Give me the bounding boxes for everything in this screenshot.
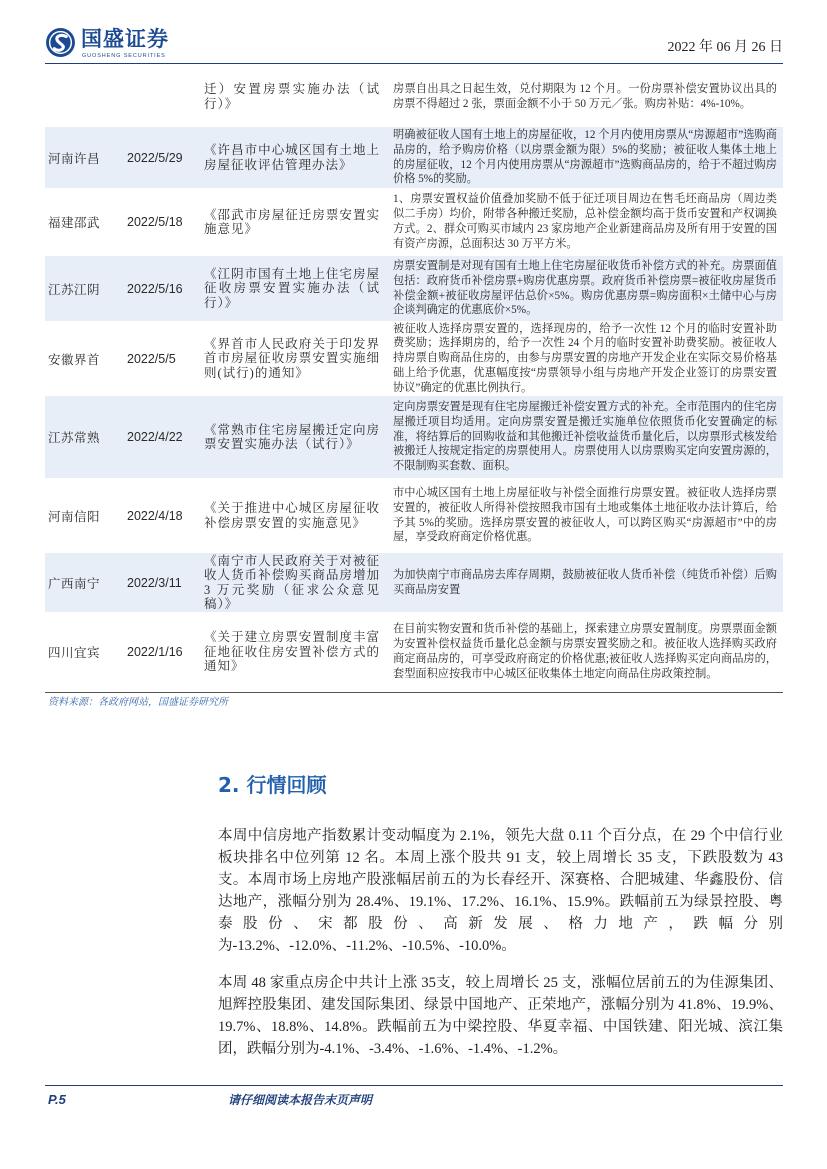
row-content: 市中心城区国有土地上房屋征收与补偿全面推行房票安置。被征收人选择房票安置的，被征收人所得补偿按照我市国有土地或集体土地征收办法计算后，给予其 5%的奖励。选择房票安置的被征收人，可以跨区购买“房源超市”中的房屋，享受政府商定价格优惠。 xyxy=(393,486,777,544)
row-policy: 《许昌市中心城区国有土地上房屋征收评估管理办法》 xyxy=(190,127,390,188)
row-content: 1、房票安置权益价值叠加奖励不低于征迁项目周边在售毛坯商品房（周边类似二手房）均价，附带各种搬迁奖励，总补偿金额均高于货币安置和产权调换方式。2、群众可购买市域内 23 家房地产企业新建商品房及所有用于安置的国有资产房源，总面积达 30 万平方米。 xyxy=(393,193,777,250)
source-note: 资料来源：各政府网站，国盛证券研究所 xyxy=(48,696,228,708)
row-policy: 《江阴市国有土地上住宅房屋征收房票安置实施办法（试行）》 xyxy=(190,256,390,321)
row-date: 2022/4/18 xyxy=(127,508,183,523)
table-row xyxy=(45,321,783,396)
row-content: 明确被征收人国有土地上的房屋征收，12 个月内使用房票从“房源超市”选购商品房的，给予购房价格（以房票金额为限）5%的奖励；被征收人集体土地上的房屋征收，12 个月内使用房票从“房源超市”选购商品房的，给于不超过购房价格 5%的奖励。 xyxy=(390,127,783,188)
row-region: 河南许昌 xyxy=(45,127,110,188)
row-date: 2022/1/16 xyxy=(127,644,183,659)
row-content: 为加快南宁市商品房去库存周期，鼓励被征收人货币补偿（纯货币补偿）后购买商品房安置 xyxy=(390,553,783,612)
row-policy: 《邵武市房屋征迁房票安置实施意见》 xyxy=(204,207,380,236)
table-row xyxy=(45,553,783,612)
page-number: P.5 xyxy=(48,1092,66,1107)
header-rule xyxy=(45,63,783,64)
table-row xyxy=(45,188,783,256)
logo-icon xyxy=(45,27,76,58)
row-region: 福建邵武 xyxy=(48,216,101,230)
table-row xyxy=(45,478,783,553)
row-region: 四川宜宾 xyxy=(48,645,101,660)
header-logo xyxy=(45,26,195,62)
row-date: 2022/5/16 xyxy=(110,256,190,321)
row-date xyxy=(110,66,190,127)
table-row xyxy=(45,127,783,188)
section-heading: 2. 行情回顾 xyxy=(218,773,327,797)
row-date: 2022/5/5 xyxy=(127,351,176,366)
footer-rule xyxy=(45,1085,783,1086)
row-policy: 《南宁市人民政府关于对被征收人货币补偿购买商品房增加 3 万元奖励（征求公众意见稿）》 xyxy=(190,553,390,612)
row-region: 江苏江阴 xyxy=(45,256,110,321)
row-content: 定向房票安置是现有住宅房屋搬迁补偿安置方式的补充。全市范围内的住宅房屋搬迁项目均适用。定向房票安置是搬迁实施单位依照货币化安置确定的标准，将结算后的回购收益和其他搬迁补偿收益货币量化后，以房票形式核发给被搬迁人按规定指定的房票使用人。房票使用人以房票购买定向安置房源的，不限制购买套数、面积。 xyxy=(390,396,783,478)
row-content: 在目前实物安置和货币补偿的基础上，探索建立房票安置制度。房票票面金额为安置补偿权益货币量化总金额与房票安置奖励之和。被征收人选择购买政府商定商品房的，可享受政府商定的价格优惠;被征收人选择购买定向商品房的，套型面积应按我市中心城区征收集体土地定向商品住房政策控制。 xyxy=(393,623,777,680)
brand-name: 国盛证券 xyxy=(81,27,169,51)
report-date: 2022 年 06 月 26 日 xyxy=(667,40,783,55)
row-region: 广西南宁 xyxy=(45,553,110,612)
row-region: 江苏常熟 xyxy=(45,396,110,478)
row-policy: 《关于推进中心城区房屋征收补偿房票安置的实施意见》 xyxy=(204,501,380,530)
row-content: 房票安置制是对现有国有土地上住宅房屋征收货币补偿方式的补充。房票面值包括：政府货币补偿房票+购房优惠房票。政府货币补偿房票=被征收房屋货币补偿金额+被征收房屋评估总价×5%。购房优惠房票=购房面积×土储中心与房企谈判确定的优惠底价×5%。 xyxy=(390,256,783,321)
table-row xyxy=(45,256,783,321)
policy-table-block xyxy=(45,66,783,709)
table-row xyxy=(45,612,783,692)
row-date: 2022/5/18 xyxy=(127,215,183,229)
table-row xyxy=(45,396,783,478)
row-date: 2022/5/29 xyxy=(110,127,190,188)
table-row xyxy=(45,66,783,127)
row-region: 河南信阳 xyxy=(48,509,101,524)
row-date: 2022/3/11 xyxy=(110,553,190,612)
brand-name-en: GUOSHENG SECURITIES xyxy=(82,53,166,59)
row-region: 安徽界首 xyxy=(48,352,101,367)
row-policy: 《界首市人民政府关于印发界首市房屋征收房票安置实施细则(试行)的通知》 xyxy=(204,336,380,380)
row-policy: 《关于建立房票安置制度丰富征地征收住房安置补偿方式的通知》 xyxy=(204,630,380,673)
row-policy: 迁）安置房票实施办法（试行）》 xyxy=(204,82,380,111)
row-content: 房票自出具之日起生效，兑付期限为 12 个月。一份房票补偿安置协议出具的房票不得超过 2 张，票面金额不小于 50 万元／张。购房补贴：4%-10%。 xyxy=(393,82,777,110)
row-region xyxy=(45,66,110,127)
body-paragraph: 本周中信房地产指数累计变动幅度为 2.1%，领先大盘 0.11 个百分点，在 29 个中信行业板块排名中位列第 12 名。本周上涨个股共 91 支，较上周增长 35 支，下跌股数为 43 支。本周市场上房地产股涨幅居前五的为长春经开、深赛格、合肥城建、华鑫股份、信达地产，涨幅分别为 28.4%、19.1%、17.2%、16.1%、15.9%。跌幅前五为绿景控股、粤泰股份、宋都股份、高新发展、格力地产，跌幅分别为-13.2%、-12.0%、-11.2%、-10.5%、-10.0%。 xyxy=(218,828,783,954)
body-paragraph: 本周 48 家重点房企中共计上涨 35支，较上周增长 25 支，涨幅位居前五的为佳源集团、旭辉控股集团、建发国际集团、绿景中国地产、正荣地产，涨幅分别为 41.8%、19.9%、19.7%、18.8%、14.8%。跌幅前五为中梁控股、华夏幸福、中国铁建、阳光城、滨江集团，跌幅分别为-4.1%、-3.4%、-1.6%、-1.4%、-1.2%。 xyxy=(218,975,783,1057)
row-date: 2022/4/22 xyxy=(110,396,190,478)
row-policy: 《常熟市住宅房屋搬迁定向房票安置实施办法（试行）》 xyxy=(190,396,390,478)
policy-table xyxy=(45,66,783,693)
footer-disclaimer: 请仔细阅读本报告末页声明 xyxy=(228,1093,373,1107)
row-content: 被征收人选择房票安置的，选择现房的，给予一次性 12 个月的临时安置补助费奖励；选择期房的，给予一次性 24 个月的临时安置补助费奖励。被征收人持房票自购商品住房的，由参与房票安置的房地产开发企业在实际交易价格基础上给予优惠，优惠幅度按“房票领导小组与房地产开发企业签订的房票安置协议”确定的优惠比例执行。 xyxy=(393,322,777,394)
